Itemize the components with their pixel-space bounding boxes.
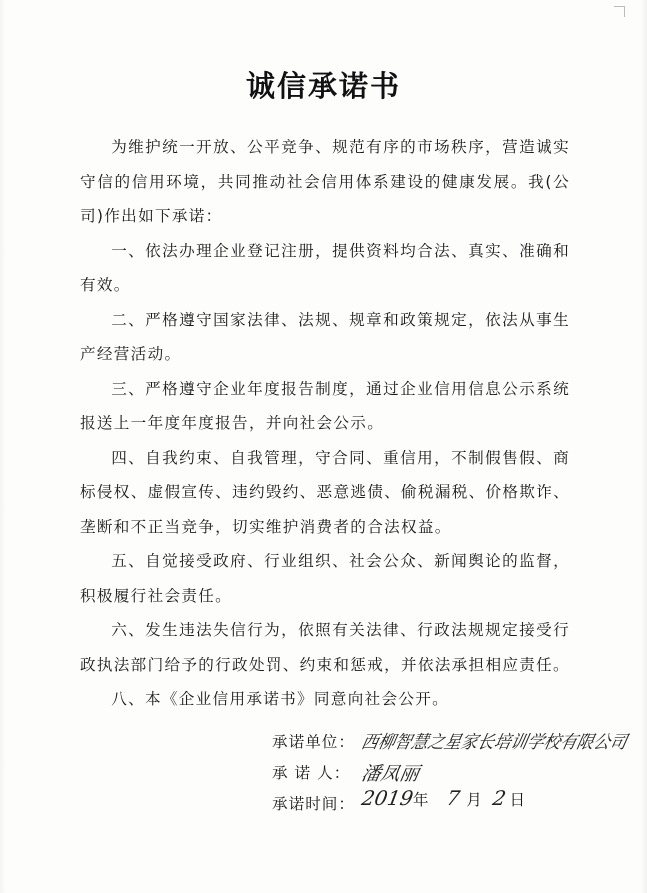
signature-unit-row: [272, 730, 629, 761]
commitment-1: 一、依法办理企业登记注册，提供资料均合法、真实、准确和有效。: [80, 241, 570, 294]
date-month-char: 月: [466, 791, 482, 809]
unit-signature: 西柳智慧之星家长培训学校有限公司: [359, 732, 629, 753]
commitment-2: 二、严格遵守国家法律、法规、规章和政策规定，依法从事生产经营活动。: [80, 310, 570, 363]
signature-block: [272, 730, 629, 823]
date-day: 2: [490, 786, 508, 810]
commitment-3: 三、严格遵守企业年度报告制度，通过企业信用信息公示系统报送上一年度年度报告，并向社会公示。: [80, 379, 570, 432]
signature-date-row: [272, 786, 526, 823]
document-title: 诚信承诺书: [245, 69, 401, 103]
date-label: 承诺时间：: [272, 795, 355, 813]
date-day-char: 日: [509, 791, 526, 809]
commitment-6: 六、发生违法失信行为，依照有关法律、行政法规规定接受行政执法部门给予的行政处罚、约束和惩戒，并依法承担相应责任。: [80, 621, 570, 674]
intro-paragraph: 为维护统一开放、公平竞争、规范有序的市场秩序，营造诚实守信的信用环境，共同推动社会信用体系建设的健康发展。我(公司)作出如下承诺：: [80, 138, 570, 225]
date-month: 7: [445, 786, 463, 810]
commitment-4: 四、自我约束、自我管理，守合同、重信用，不制假售假、商标侵权、虚假宣传、违约毁约、恶意逃债、偷税漏税、价格欺诈、垄断和不正当竞争，切实维护消费者的合法权益。: [80, 448, 570, 536]
date-year: 2019: [359, 786, 416, 810]
unit-label: 承诺单位：: [272, 733, 355, 751]
commitment-5: 五、自觉接受政府、行业组织、社会公众、新闻舆论的监督，积极履行社会责任。: [80, 552, 570, 605]
document-body: [80, 130, 570, 717]
scan-corner-mark: [614, 6, 625, 17]
person-label: 承 诺 人：: [272, 764, 351, 782]
date-year-char: 年: [412, 791, 429, 809]
signature-person-row: [272, 761, 421, 792]
person-signature: 潘凤丽: [359, 763, 421, 785]
commitment-8: 八、本《企业信用承诺书》同意向社会公开。: [111, 690, 450, 708]
date-value: [359, 786, 526, 810]
